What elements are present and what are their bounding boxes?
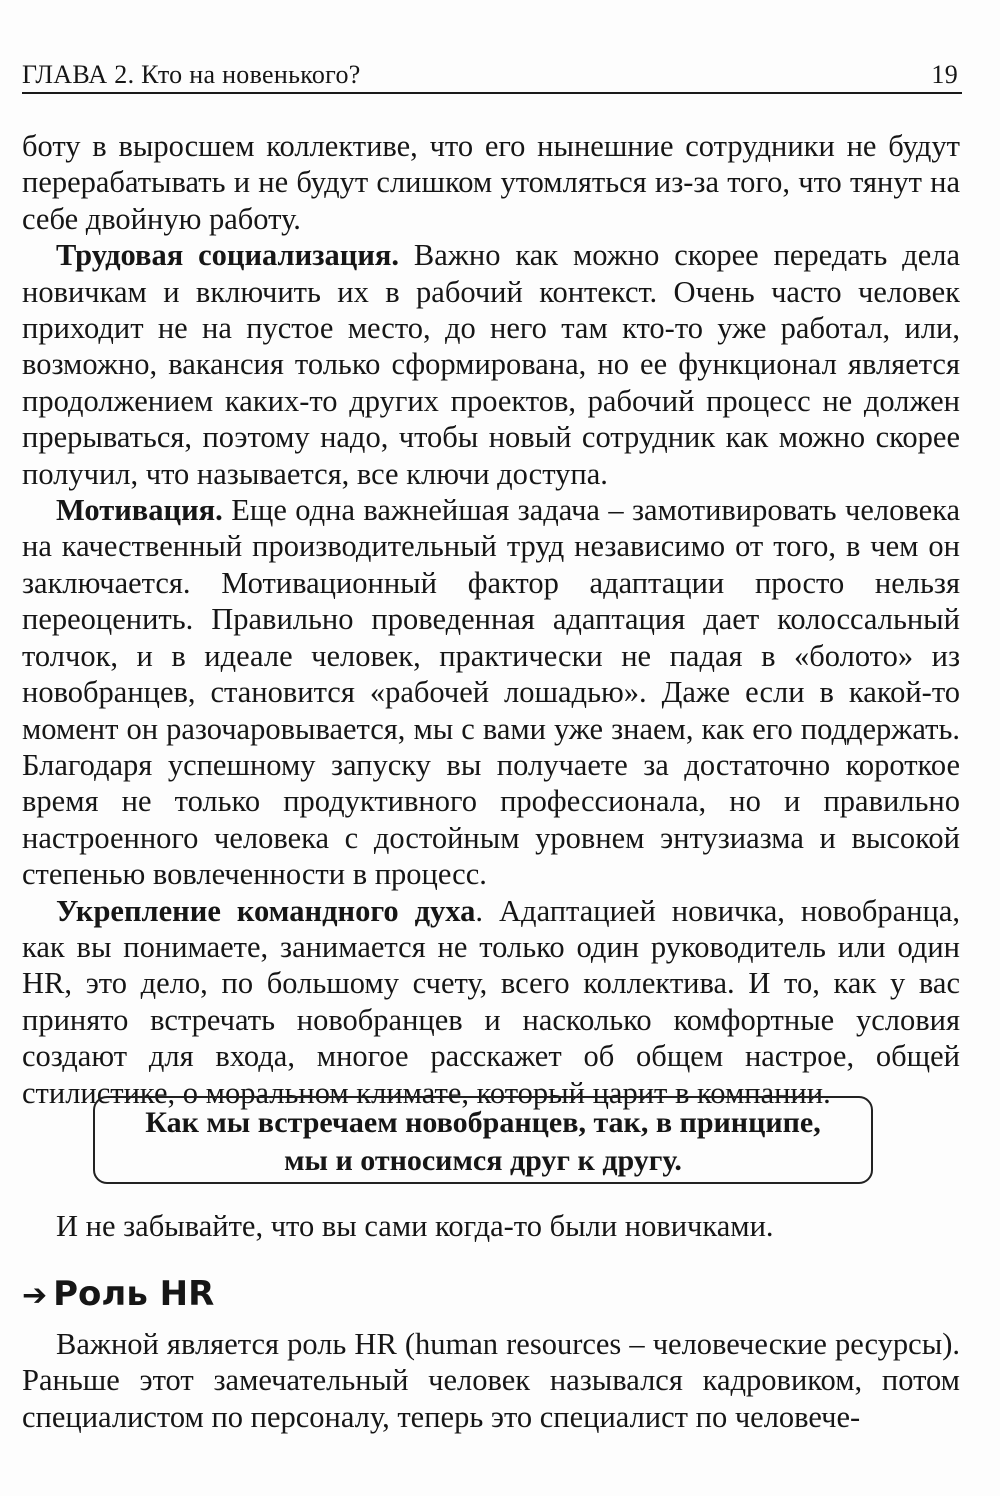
reminder-line: И не забывайте, что вы сами когда-то были новичками.	[56, 1209, 774, 1243]
paragraph-lead: Мотивация.	[56, 493, 223, 528]
paragraph-team-spirit	[22, 893, 960, 1111]
paragraph-motivation	[22, 492, 960, 892]
section-heading	[22, 1270, 214, 1318]
arrow-right-icon: ➔	[22, 1278, 48, 1313]
paragraph-lead: Трудовая социализация.	[56, 238, 400, 273]
callout-line: Как мы встречаем новобранцев, так, в принципе,	[145, 1106, 821, 1139]
paragraph-lead: Укрепление командного духа	[56, 893, 476, 928]
paragraph-labor-socialization	[22, 237, 960, 492]
section-body	[22, 1326, 960, 1435]
running-header	[22, 52, 962, 94]
callout-box	[93, 1096, 873, 1184]
section-title: Роль HR	[53, 1274, 215, 1314]
paragraph-continuation: боту в выросшем коллективе, что его нынешние сотрудники не будут перерабатывать и не будут слишком утомляться из-за того, что тянут на себе двойную работу.	[22, 129, 960, 236]
section-paragraph: Важной является роль HR (human resources – человеческие ресурсы). Раньше этот замечательный человек назывался кадровиком, потом специалистом по персоналу, теперь это специалист по человече-	[22, 1327, 960, 1434]
paragraph-text: . Адаптацией новичка, новобранца, как вы понимаете, занимается не только один руководитель или один HR, это дело, по большому счету, всего коллектива. И то, как у вас принято встречать новобранцев и насколько комфортные условия создают для входа, многое расскажет об общем настрое, общей стилистике, о моральном климате, который царит в компании.	[22, 893, 960, 1110]
chapter-title: ГЛАВА 2. Кто на новенького?	[22, 60, 361, 89]
paragraph-text: Еще одна важнейшая задача – замотивировать человека на качественный производительный труд независимо от того, в чем он заключается. Мотивационный фактор адаптации просто нельзя переоценить. Правильно проведенная адаптация дает колоссальный толчок, и в идеале человек, практически не падая в «болото» из новобранцев, становится «рабочей лошадью». Даже если в какой-то момент он разочаровывается, мы с вами уже знаем, как его поддержать. Благодаря успешному запуску вы получаете за достаточно короткое время не только продуктивного профессионала, но и правильно настроенного человека с достойным уровнем энтузиазма и высокой степенью вовлеченности в процесс.	[22, 493, 960, 892]
paragraph-text: Важно как можно скорее передать дела новичкам и включить их в рабочий контекст. Очень часто человек приходит не на пустое место, до него там кто-то уже работал, или, возможно, вакансия только сформирована, но ее функционал является продолжением каких-то других проектов, рабочий процесс не должен прерываться, поэтому надо, чтобы новый сотрудник как можно скорее получил, что называется, все ключи доступа.	[22, 238, 960, 491]
body-text	[22, 128, 960, 1111]
callout-line: мы и относимся друг к другу.	[284, 1144, 682, 1177]
page-number: 19	[931, 60, 958, 89]
